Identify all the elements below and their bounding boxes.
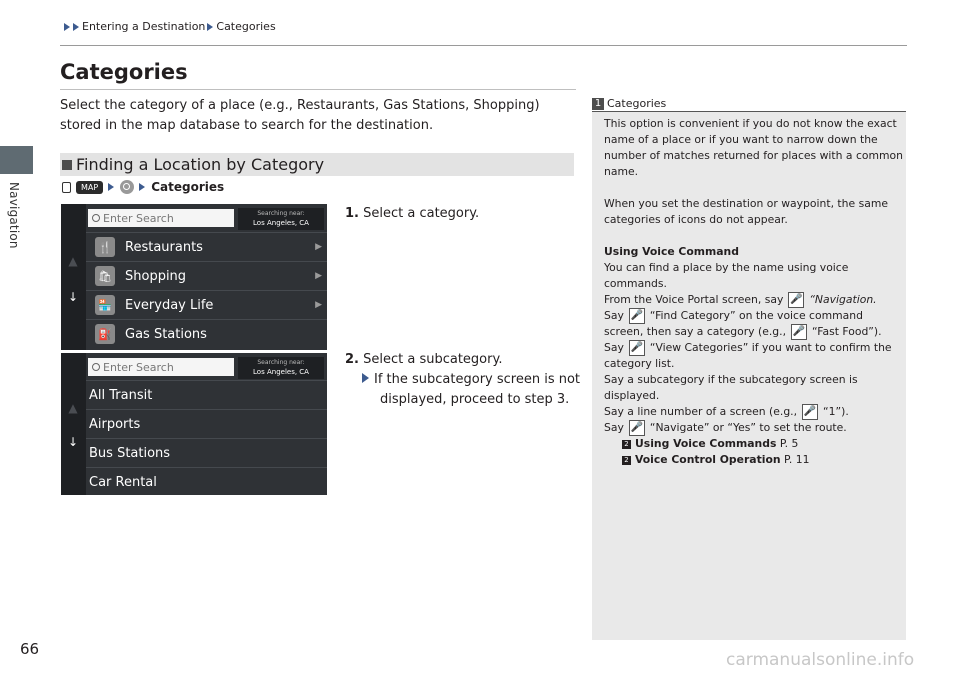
reference-label: Using Voice Commands	[635, 437, 777, 450]
watermark: carmanualsonline.info	[726, 650, 915, 670]
search-input[interactable]	[88, 358, 234, 376]
step-2-substep-continued	[380, 390, 569, 410]
restaurant-icon: 🍴	[95, 237, 115, 257]
reference-icon: 2	[622, 440, 631, 449]
talk-button-icon: 🎤	[788, 292, 804, 308]
note-line	[604, 340, 904, 372]
scroll-rail	[61, 353, 86, 495]
scroll-down-icon[interactable]: ↓	[68, 435, 79, 449]
note-command: “Navigation.	[809, 293, 877, 306]
talk-button-icon: 🎤	[802, 404, 818, 420]
note-line	[604, 404, 904, 420]
step-2	[345, 350, 502, 370]
cross-reference[interactable]	[604, 452, 904, 468]
note-paragraph: When you set the destination or waypoint, the same categories of icons do not appear.	[604, 197, 888, 226]
note-body	[604, 116, 904, 468]
section-title: Finding a Location by Category	[76, 155, 325, 174]
path-arrow-icon	[139, 183, 145, 191]
talk-button-icon: 🎤	[791, 324, 807, 340]
search-icon	[120, 180, 134, 194]
page-number: 66	[20, 640, 40, 658]
note-text: “Navigate” or “Yes” to set the route.	[649, 421, 847, 434]
list-item[interactable]	[86, 467, 327, 496]
searching-near-city: Los Angeles, CA	[253, 368, 309, 376]
note-header	[592, 96, 906, 112]
step-2-substep	[362, 370, 580, 390]
talk-button-icon: 🎤	[629, 340, 645, 356]
breadcrumb-arrow-icon	[207, 23, 213, 31]
note-text: Say a line number of a screen (e.g.,	[604, 405, 798, 418]
shopping-bag-icon: 🛍	[95, 266, 115, 286]
search-icon	[92, 214, 100, 222]
note-line	[604, 292, 904, 308]
list-item[interactable]	[86, 232, 327, 261]
section-header	[60, 153, 574, 176]
category-screen	[61, 204, 327, 350]
breadcrumb-arrow-icon	[64, 23, 70, 31]
list-item-label: All Transit	[89, 387, 153, 403]
note-text: “Fast Food”).	[812, 325, 882, 338]
subcategory-screen	[61, 353, 327, 495]
list-item-label: Airports	[89, 416, 141, 432]
searching-near-city: Los Angeles, CA	[253, 219, 309, 227]
home-icon	[62, 182, 71, 193]
path-arrow-icon	[108, 183, 114, 191]
note-text: “View Categories” if you want to confirm the category list.	[604, 341, 892, 370]
substep-text: If the subcategory screen is not	[374, 372, 581, 387]
gas-pump-icon: ⛽	[95, 324, 115, 344]
step-text: Select a subcategory.	[363, 352, 503, 367]
list-item-label: Everyday Life	[125, 297, 214, 313]
search-input[interactable]	[88, 209, 234, 227]
list-item-label: Shopping	[125, 268, 187, 284]
breadcrumb	[64, 20, 276, 33]
searching-near-button[interactable]	[238, 357, 324, 379]
scroll-up-icon[interactable]: ▲	[68, 254, 78, 268]
chevron-right-icon: ▶	[315, 300, 322, 310]
search-icon	[92, 363, 100, 371]
substep-arrow-icon	[362, 373, 369, 383]
note-text: Say	[604, 341, 624, 354]
list-item[interactable]	[86, 261, 327, 290]
searching-near-label: Searching near:	[257, 359, 305, 366]
note-text: “Find Category” on the voice command screen, then say a category (e.g.,	[604, 309, 863, 338]
note-paragraph: Say a subcategory if the subcategory screen is displayed.	[604, 373, 858, 402]
talk-button-icon: 🎤	[629, 420, 645, 436]
step-number: 2.	[345, 352, 359, 367]
note-text: Say	[604, 309, 624, 322]
searching-near-label: Searching near:	[257, 210, 305, 217]
path-final-label: Categories	[151, 180, 225, 194]
chevron-right-icon: ▶	[315, 271, 322, 281]
list-item-label: Car Rental	[89, 474, 157, 490]
scroll-down-icon[interactable]: ↓	[68, 290, 79, 304]
substep-text: displayed, proceed to step 3.	[380, 392, 570, 407]
list-item-label: Bus Stations	[89, 445, 171, 461]
section-bullet-icon	[62, 160, 72, 170]
step-text: Select a category.	[363, 206, 480, 221]
list-item[interactable]	[86, 319, 327, 348]
breadcrumb-item[interactable]: Categories	[216, 20, 276, 33]
scroll-rail	[61, 204, 86, 350]
list-item[interactable]	[86, 290, 327, 319]
reference-page: P. 5	[779, 437, 799, 450]
navigation-path	[62, 180, 224, 194]
everyday-life-icon: 🏪	[95, 295, 115, 315]
breadcrumb-arrow-icon	[73, 23, 79, 31]
search-placeholder: Enter Search	[103, 211, 174, 225]
breadcrumb-item[interactable]: Entering a Destination	[82, 20, 206, 33]
title-rule	[60, 89, 576, 90]
reference-icon: 2	[622, 456, 631, 465]
header-rule	[60, 45, 907, 46]
list-item-label: Gas Stations	[125, 326, 207, 342]
note-panel	[592, 96, 906, 640]
note-text: “1”).	[823, 405, 849, 418]
list-item[interactable]	[86, 409, 327, 438]
list-item-label: Restaurants	[125, 239, 203, 255]
note-text: Say	[604, 421, 624, 434]
reference-label: Voice Control Operation	[635, 453, 781, 466]
step-1	[345, 204, 479, 224]
note-line	[604, 308, 904, 340]
note-subheading: Using Voice Command	[604, 245, 739, 258]
note-text: From the Voice Portal screen, say	[604, 293, 784, 306]
note-line	[604, 420, 904, 436]
map-button-icon: MAP	[76, 181, 103, 194]
cross-reference[interactable]	[604, 436, 904, 452]
search-placeholder: Enter Search	[103, 360, 174, 374]
list-item[interactable]	[86, 380, 327, 409]
page-title: Categories	[60, 60, 188, 84]
sidebar-label: Navigation	[7, 182, 21, 249]
note-number: 1	[592, 98, 604, 110]
step-number: 1.	[345, 206, 359, 221]
reference-page: P. 11	[784, 453, 810, 466]
list-item[interactable]	[86, 438, 327, 467]
note-title: Categories	[607, 97, 667, 110]
chevron-right-icon: ▶	[315, 242, 322, 252]
note-paragraph: This option is convenient if you do not know the exact name of a place or if you want to narrow down the number of matches returned for places with a common name.	[604, 117, 903, 178]
searching-near-button[interactable]	[238, 208, 324, 230]
scroll-up-icon[interactable]: ▲	[68, 401, 78, 415]
note-paragraph: You can find a place by the name using voice commands.	[604, 261, 849, 290]
talk-button-icon: 🎤	[629, 308, 645, 324]
intro-text: Select the category of a place (e.g., Restaurants, Gas Stations, Shopping) stored in the map database to search for the destination.	[60, 98, 540, 133]
section-tab	[0, 146, 33, 174]
